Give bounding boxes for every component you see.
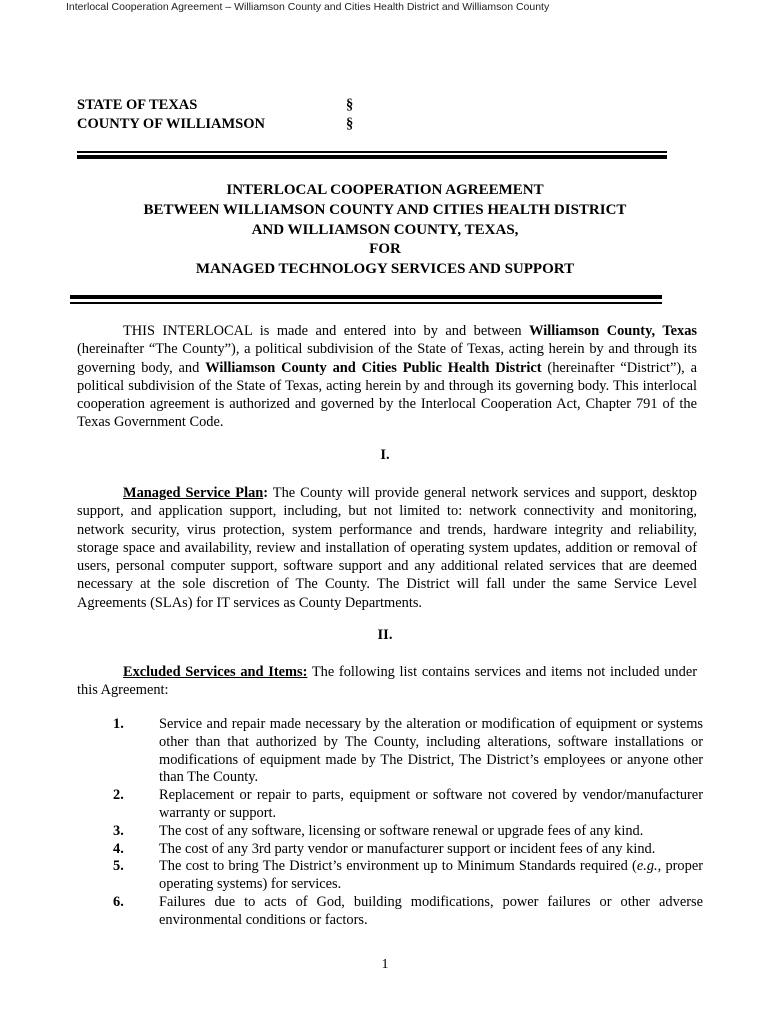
list-item <box>77 894 703 930</box>
list-item <box>77 787 703 823</box>
title-line: BETWEEN WILLIAMSON COUNTY AND CITIES HEALTH DISTRICT <box>143 201 627 218</box>
intro-paragraph <box>77 322 697 432</box>
title-line: INTERLOCAL COOPERATION AGREEMENT <box>226 182 544 198</box>
list-item <box>77 858 703 894</box>
item-text: proper operating systems) for services. <box>159 858 703 893</box>
page-number: 1 <box>381 957 389 972</box>
section-symbol: § <box>346 97 354 113</box>
top-rule-thick <box>77 155 667 159</box>
county-row <box>77 115 354 134</box>
state-row <box>77 96 354 115</box>
intro-text: THIS INTERLOCAL is made and entered into by and between <box>123 323 530 339</box>
item-number: 5. <box>113 858 124 875</box>
managed-service-paragraph <box>77 484 697 612</box>
title-line: MANAGED TECHNOLOGY SERVICES AND SUPPORT <box>195 261 575 278</box>
intro-text: (hereinafter “The County”), a political subdivision of the State of Texas, acting herein by and through its governing body, and <box>77 341 697 376</box>
item-text: Failures due to acts of God, building modifications, power failures or other adverse environmental conditions or factors. <box>159 893 703 928</box>
heading-colon: : <box>263 485 269 501</box>
list-item <box>77 841 703 859</box>
list-item <box>77 823 703 841</box>
item-text: The cost of any software, licensing or software renewal or upgrade fees of any kind. <box>159 822 644 839</box>
state-label: STATE OF TEXAS <box>77 97 198 113</box>
item-text: Replacement or repair to parts, equipment or software not covered by vendor/manufacturer warranty or support. <box>159 787 703 821</box>
top-rule-thin <box>77 151 667 153</box>
party-district: Williamson County and Cities Public Health District <box>205 359 542 376</box>
county-label: COUNTY OF WILLIAMSON <box>77 116 265 132</box>
item-text: The cost of any 3rd party vendor or manufacturer support or incident fees of any kind. <box>159 840 656 857</box>
title-rule-thick <box>70 295 662 299</box>
item-number: 3. <box>113 822 124 839</box>
item-number: 4. <box>113 840 124 857</box>
item-number: 2. <box>113 787 124 804</box>
excluded-services-paragraph <box>77 663 697 700</box>
section-number: II. <box>377 627 393 643</box>
running-header: Interlocal Cooperation Agreement – Williamson County and Cities Health District and Williamson County <box>66 1 550 13</box>
section-heading: Excluded Services and Items: <box>123 664 308 680</box>
section-text: The County will provide general network services and support, desktop support, and application support, including, but not limited to: network connectivity and monitoring, network security, virus protection, system performance and trends, hardware integrity and reliability, storage space and availability, review and installation of operating system updates, addition or removal of users, personal computer support, software support and any additional related services that are deemed necessary at the sole discretion of The County. The District will fall under the same Service Level Agreements (SLAs) for IT services as County Departments. <box>77 485 697 611</box>
item-text: Service and repair made necessary by the alteration or modification of equipment or systems other than that authorized by The County, including alterations, software installations or modifications of equipment made by The District, The District’s employees or anyone other than The County. <box>159 716 703 786</box>
item-text: The cost to bring The District’s environment up to Minimum Standards required ( <box>159 858 637 875</box>
parties-block <box>77 96 354 134</box>
intro-text: (hereinafter “District”), a political subdivision of the State of Texas, acting herein by and through its governing body. This interlocal cooperation agreement is authorized and governed by the Interlocal Cooperation Act, Chapter 791 of the Texas Government Code. <box>77 359 697 431</box>
section-symbol: § <box>346 116 354 132</box>
title-line: FOR <box>369 241 401 258</box>
agreement-title <box>0 181 770 280</box>
list-item <box>77 716 703 787</box>
item-number: 1. <box>113 716 124 732</box>
title-rule-thin <box>70 302 662 304</box>
party-county: Williamson County, Texas <box>529 323 697 339</box>
title-line: AND WILLIAMSON COUNTY, TEXAS, <box>251 221 519 238</box>
section-text: The following list contains services and items not included under this Agreement: <box>77 664 697 699</box>
section-heading: Managed Service Plan <box>123 485 264 501</box>
excluded-items-list <box>77 716 703 930</box>
item-italic: e.g., <box>636 858 662 875</box>
item-number: 6. <box>113 893 124 910</box>
section-number: I. <box>380 447 390 463</box>
